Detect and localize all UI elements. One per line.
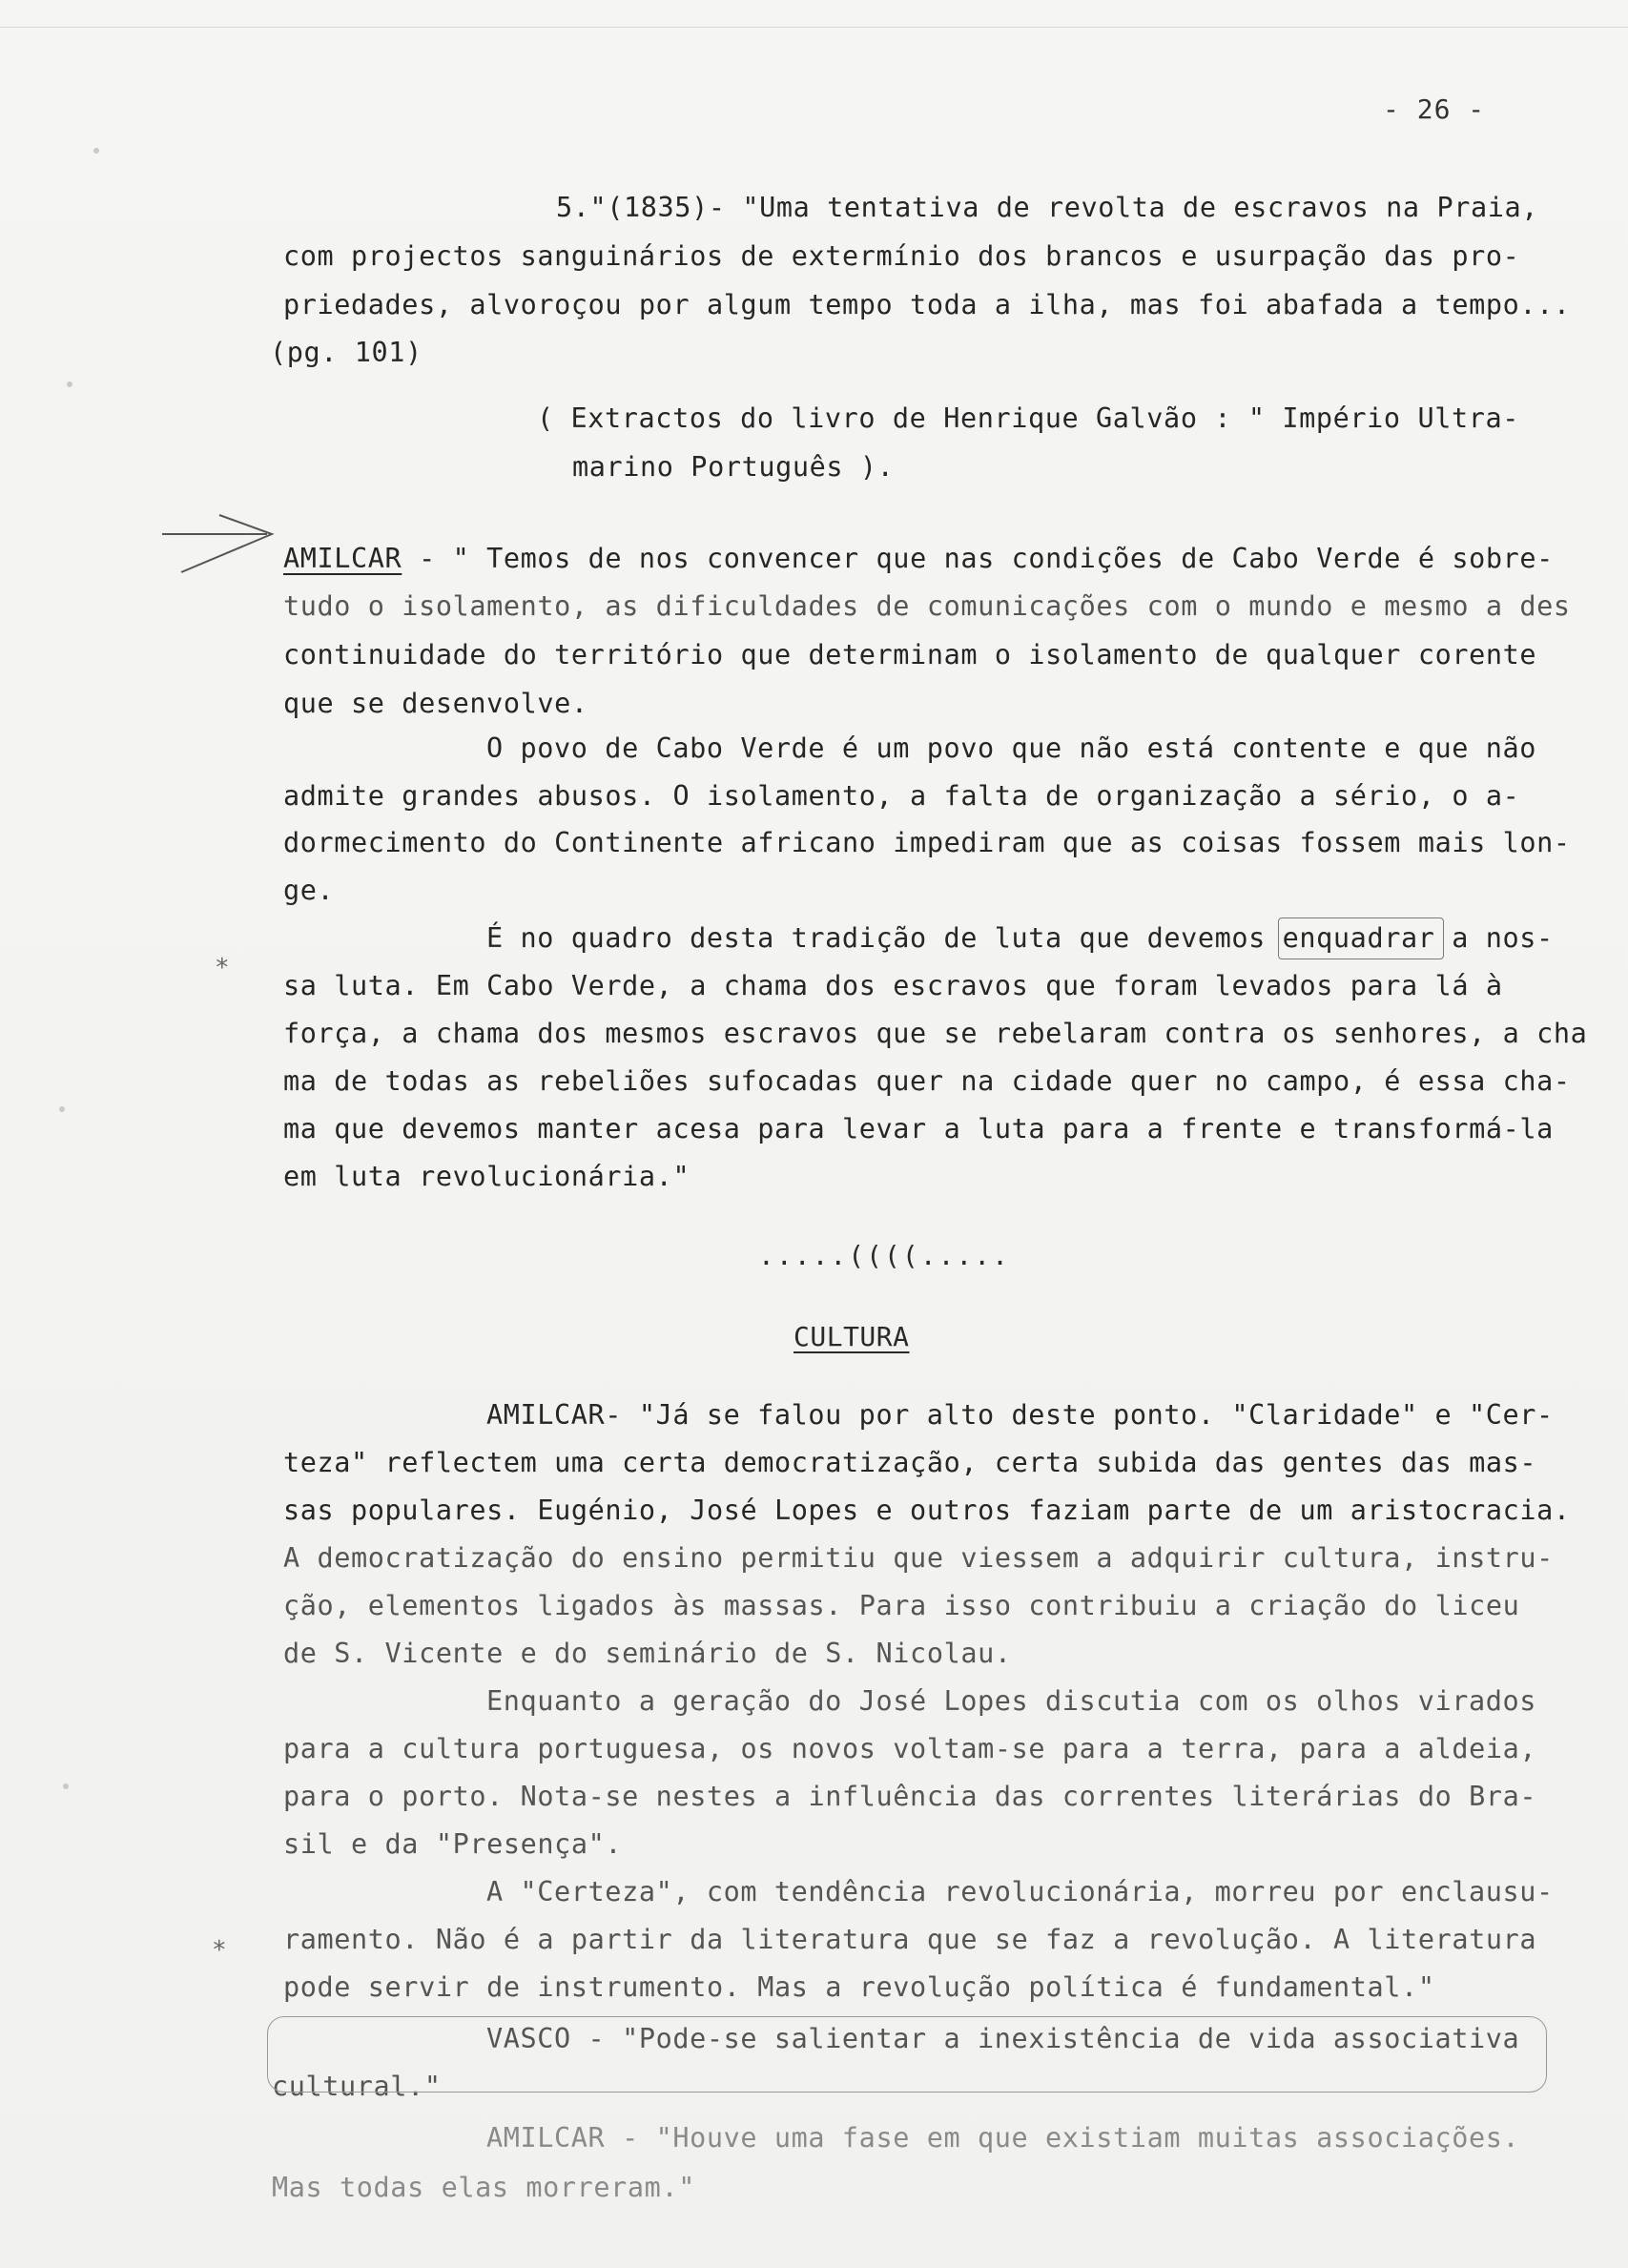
asterisk-mark: * xyxy=(215,954,230,982)
speaker-name: AMILCAR xyxy=(283,543,402,574)
text-line: Enquanto a geração do José Lopes discutia com os olhos virados xyxy=(486,1685,1537,1717)
text-line: cultural." xyxy=(272,2071,442,2102)
text-line: que se desenvolve. xyxy=(283,688,588,719)
text-line: A "Certeza", com tendência revolucionária, morreu por enclausu- xyxy=(486,1876,1554,1907)
text-line: tudo o isolamento, as dificuldades de comunicações com o mundo e mesmo a des xyxy=(283,590,1571,622)
section-title: CULTURA xyxy=(793,1321,910,1352)
text-line: continuidade do território que determinam o isolamento de qualquer corente xyxy=(283,639,1537,670)
text-line: AMILCAR - "Houve uma fase em que existiam muitas associações. xyxy=(486,2122,1520,2154)
section-separator: .....((((..... xyxy=(758,1240,1011,1271)
page-top-edge xyxy=(0,27,1628,28)
speaker-text: - " Temos de nos convencer que nas condições de Cabo Verde é sobre- xyxy=(402,543,1554,574)
punch-hole xyxy=(67,381,72,387)
text-line: para o porto. Nota-se nestes a influência das correntes literárias do Bra- xyxy=(283,1781,1537,1812)
citation-line: marino Português ). xyxy=(572,451,895,483)
text-line: sil e da "Presença". xyxy=(283,1828,623,1860)
punch-hole xyxy=(59,1106,65,1112)
margin-arrow-mark xyxy=(153,505,286,582)
text-line: para a cultura portuguesa, os novos voltam-se para a terra, para a aldeia, xyxy=(283,1733,1537,1764)
text-line: priedades, alvoroçou por algum tempo toda a ilha, mas foi abafada a tempo... xyxy=(283,289,1571,320)
text-line: admite grandes abusos. O isolamento, a falta de organização a sério, o a- xyxy=(283,780,1520,812)
text-line: ge. xyxy=(283,875,335,906)
handwritten-box-mark xyxy=(1278,918,1444,959)
text-line: O povo de Cabo Verde é um povo que não está contente e que não xyxy=(486,732,1537,764)
text-line: ção, elementos ligados às massas. Para isso contribuiu a criação do liceu xyxy=(283,1590,1520,1621)
text-line: sas populares. Eugénio, José Lopes e outros faziam parte de um aristocracia. xyxy=(283,1495,1571,1526)
text-line: Mas todas elas morreram." xyxy=(272,2172,695,2203)
text-line: sa luta. Em Cabo Verde, a chama dos escravos que foram levados para lá à xyxy=(283,970,1503,1001)
amilcar-first-line xyxy=(283,542,1554,576)
text-line: AMILCAR- "Já se falou por alto deste ponto. "Claridade" e "Cer- xyxy=(486,1399,1554,1431)
text-line: ma que devemos manter acesa para levar a luta para a frente e transformá-la xyxy=(283,1113,1554,1144)
text-line: força, a chama dos mesmos escravos que se rebelaram contra os senhores, a cha xyxy=(283,1018,1588,1049)
text-line: A democratização do ensino permitiu que viessem a adquirir cultura, instru- xyxy=(283,1542,1554,1574)
asterisk-mark: * xyxy=(212,1936,227,1965)
text-line: É no quadro desta tradição de luta que devemos enquadrar a nos- xyxy=(486,922,1554,954)
text-line: ramento. Não é a partir da literatura que se faz a revolução. A literatura xyxy=(283,1924,1537,1955)
text-line: pode servir de instrumento. Mas a revolução política é fundamental." xyxy=(283,1971,1435,2003)
text-line: (pg. 101) xyxy=(270,337,422,368)
text-line: dormecimento do Continente africano impediram que as coisas fossem mais lon- xyxy=(283,827,1571,858)
text-line: de S. Vicente e do seminário de S. Nicolau. xyxy=(283,1638,1012,1669)
text-line: ma de todas as rebeliões sufocadas quer na cidade quer no campo, é essa cha- xyxy=(283,1065,1571,1097)
text-line: em luta revolucionária." xyxy=(283,1161,690,1192)
punch-hole xyxy=(93,148,99,154)
citation-line: ( Extractos do livro de Henrique Galvão : " Império Ultra- xyxy=(537,402,1519,434)
text-line: com projectos sanguinários de extermínio dos brancos e usurpação das pro- xyxy=(283,240,1520,272)
text-line: teza" reflectem uma certa democratização, certa subida das gentes das mas- xyxy=(283,1447,1537,1478)
handwritten-bracket-mark xyxy=(267,2016,1547,2093)
text-line: 5."(1835)- "Uma tentativa de revolta de escravos na Praia, xyxy=(556,192,1538,223)
punch-hole xyxy=(63,1783,69,1789)
page-number: - 26 - xyxy=(1383,93,1486,125)
text-line: VASCO - "Pode-se salientar a inexistência de vida associativa xyxy=(486,2023,1520,2054)
